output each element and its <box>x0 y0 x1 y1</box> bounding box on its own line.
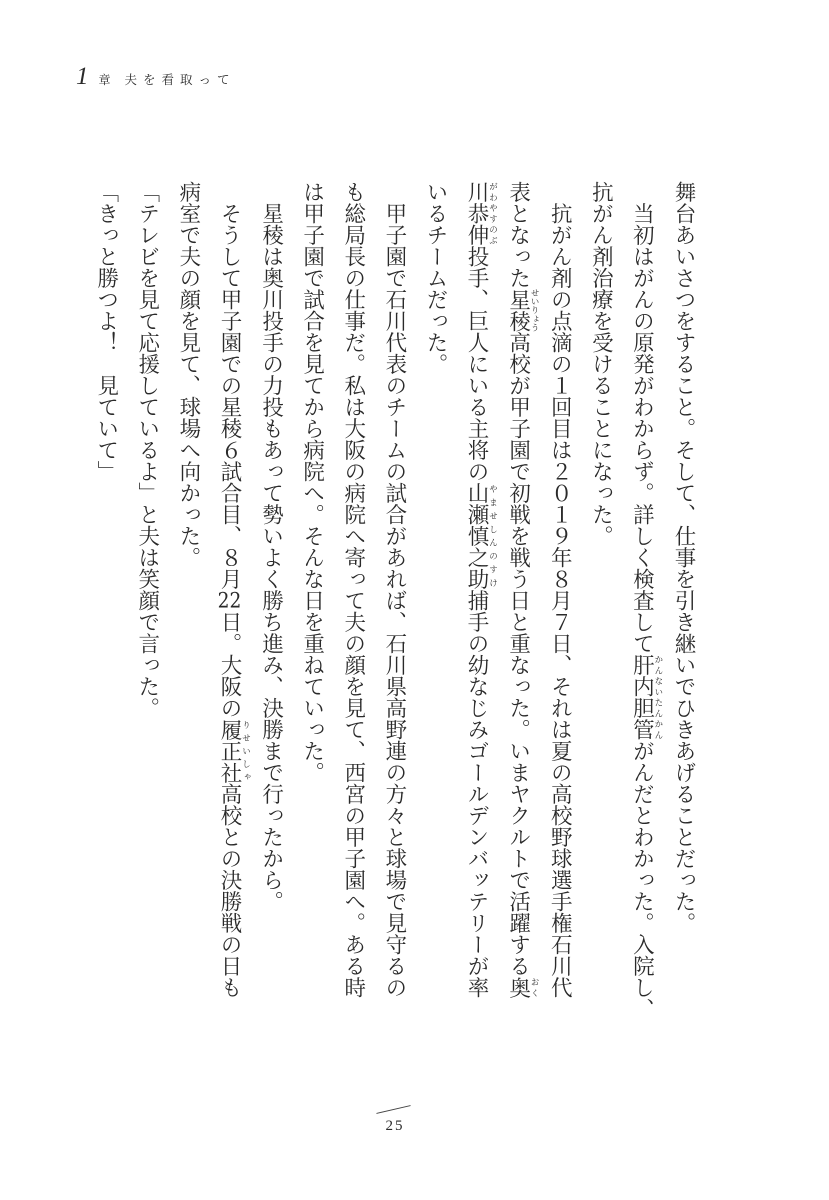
ruby-base: 星稜 <box>505 288 531 332</box>
text-column <box>86 181 127 1021</box>
text-column <box>539 181 580 1021</box>
text-column <box>333 181 374 1021</box>
text-run: も総局長の仕事だ。私は大阪の病院へ寄って夫の顔を見て、西宮の甲子園へ。ある時 <box>340 181 366 998</box>
text-run: 表となった <box>505 181 531 289</box>
text-run: いるチームだった。 <box>422 181 448 375</box>
text-column <box>209 181 251 1021</box>
text-run: 病室で夫の顔を見て、球場へ向かった。 <box>175 181 201 568</box>
ruby-reading: おく <box>529 976 540 998</box>
ruby-reading: やませしんのすけ <box>487 482 498 590</box>
text-run: 抗がん剤の点滴の１回目は２０１９年８月７日、それは夏の高校野球選手権石川代 <box>547 181 573 998</box>
text-column <box>168 181 209 1021</box>
text-run: 日。大阪の <box>216 611 242 719</box>
ruby-base: 山瀬慎之助 <box>464 482 490 590</box>
running-head <box>76 64 236 92</box>
text-run: は甲子園で試合を見てから病院へ。そんな日を重ねていった。 <box>299 181 325 783</box>
ruby-annotated-word <box>464 482 498 590</box>
text-column <box>374 181 415 1021</box>
text-run: 高校との決勝戦の日も <box>216 783 242 998</box>
ruby-base: 履正社 <box>216 718 242 783</box>
folio-rule <box>376 1105 410 1114</box>
text-column <box>663 181 704 1021</box>
text-run: 投手、巨人にいる主将の <box>464 245 490 482</box>
text-column <box>456 181 498 1021</box>
text-column <box>498 181 540 1021</box>
ruby-base: 川恭伸 <box>464 181 490 246</box>
chapter-title: 夫を看取って <box>124 72 236 87</box>
text-column <box>292 181 333 1021</box>
body-text <box>86 181 704 1021</box>
text-column <box>415 181 456 1021</box>
text-column <box>250 181 291 1021</box>
text-run: 捕手の幼なじみゴールデンバッテリーが率 <box>464 589 490 998</box>
ruby-reading: がわやすのぶ <box>487 181 498 246</box>
ruby-base: 肝内胆管 <box>629 654 655 740</box>
ruby-reading: せいりょう <box>529 288 540 332</box>
text-run: そうして甲子園での星稜６試合目、８月 <box>216 181 242 590</box>
chapter-number: 1 <box>76 63 89 90</box>
ruby-annotated-word <box>505 976 540 999</box>
text-run: 甲子園で石川代表のチームの試合があれば、石川県高野連の方々と球場で見守るの <box>381 181 407 998</box>
text-run: 抗がん剤治療を受けることになった。 <box>588 181 614 547</box>
text-run: 舞台あいさつをすること。そして、仕事を引き継いでひきあげることだった。 <box>671 181 696 934</box>
ruby-annotated-word <box>629 654 663 740</box>
text-run: 当初はがんの原発がわからず。詳しく検査して <box>629 181 655 654</box>
ruby-annotated-word <box>505 288 540 332</box>
page-number: 25 <box>385 1118 405 1134</box>
text-run: 星稜は奥川投手の力投もあって勢いよく勝ち進み、決勝まで行ったから。 <box>258 181 284 912</box>
text-column <box>127 181 168 1021</box>
text-run: 高校が甲子園で初戦を戦う日と重なった。いまヤクルトで活躍する <box>505 331 531 977</box>
ruby-annotated-word <box>464 181 498 246</box>
tate-chu-yoko-number: 22 <box>217 589 242 611</box>
ruby-reading: りせいしゃ <box>240 718 251 783</box>
ruby-reading: かんないたんかん <box>652 654 663 740</box>
text-column <box>621 181 663 1021</box>
text-run: 「きっと勝つよ！ 見ていて」 <box>93 181 119 482</box>
text-run: 「テレビを見て応援しているよ」と夫は笑顔で言った。 <box>134 181 160 719</box>
chapter-label: 章 <box>98 73 111 87</box>
ruby-annotated-word <box>216 718 251 784</box>
text-run: がんだとわかった。入院し、 <box>629 740 655 1020</box>
ruby-base: 奥 <box>505 976 531 998</box>
text-column <box>580 181 621 1021</box>
